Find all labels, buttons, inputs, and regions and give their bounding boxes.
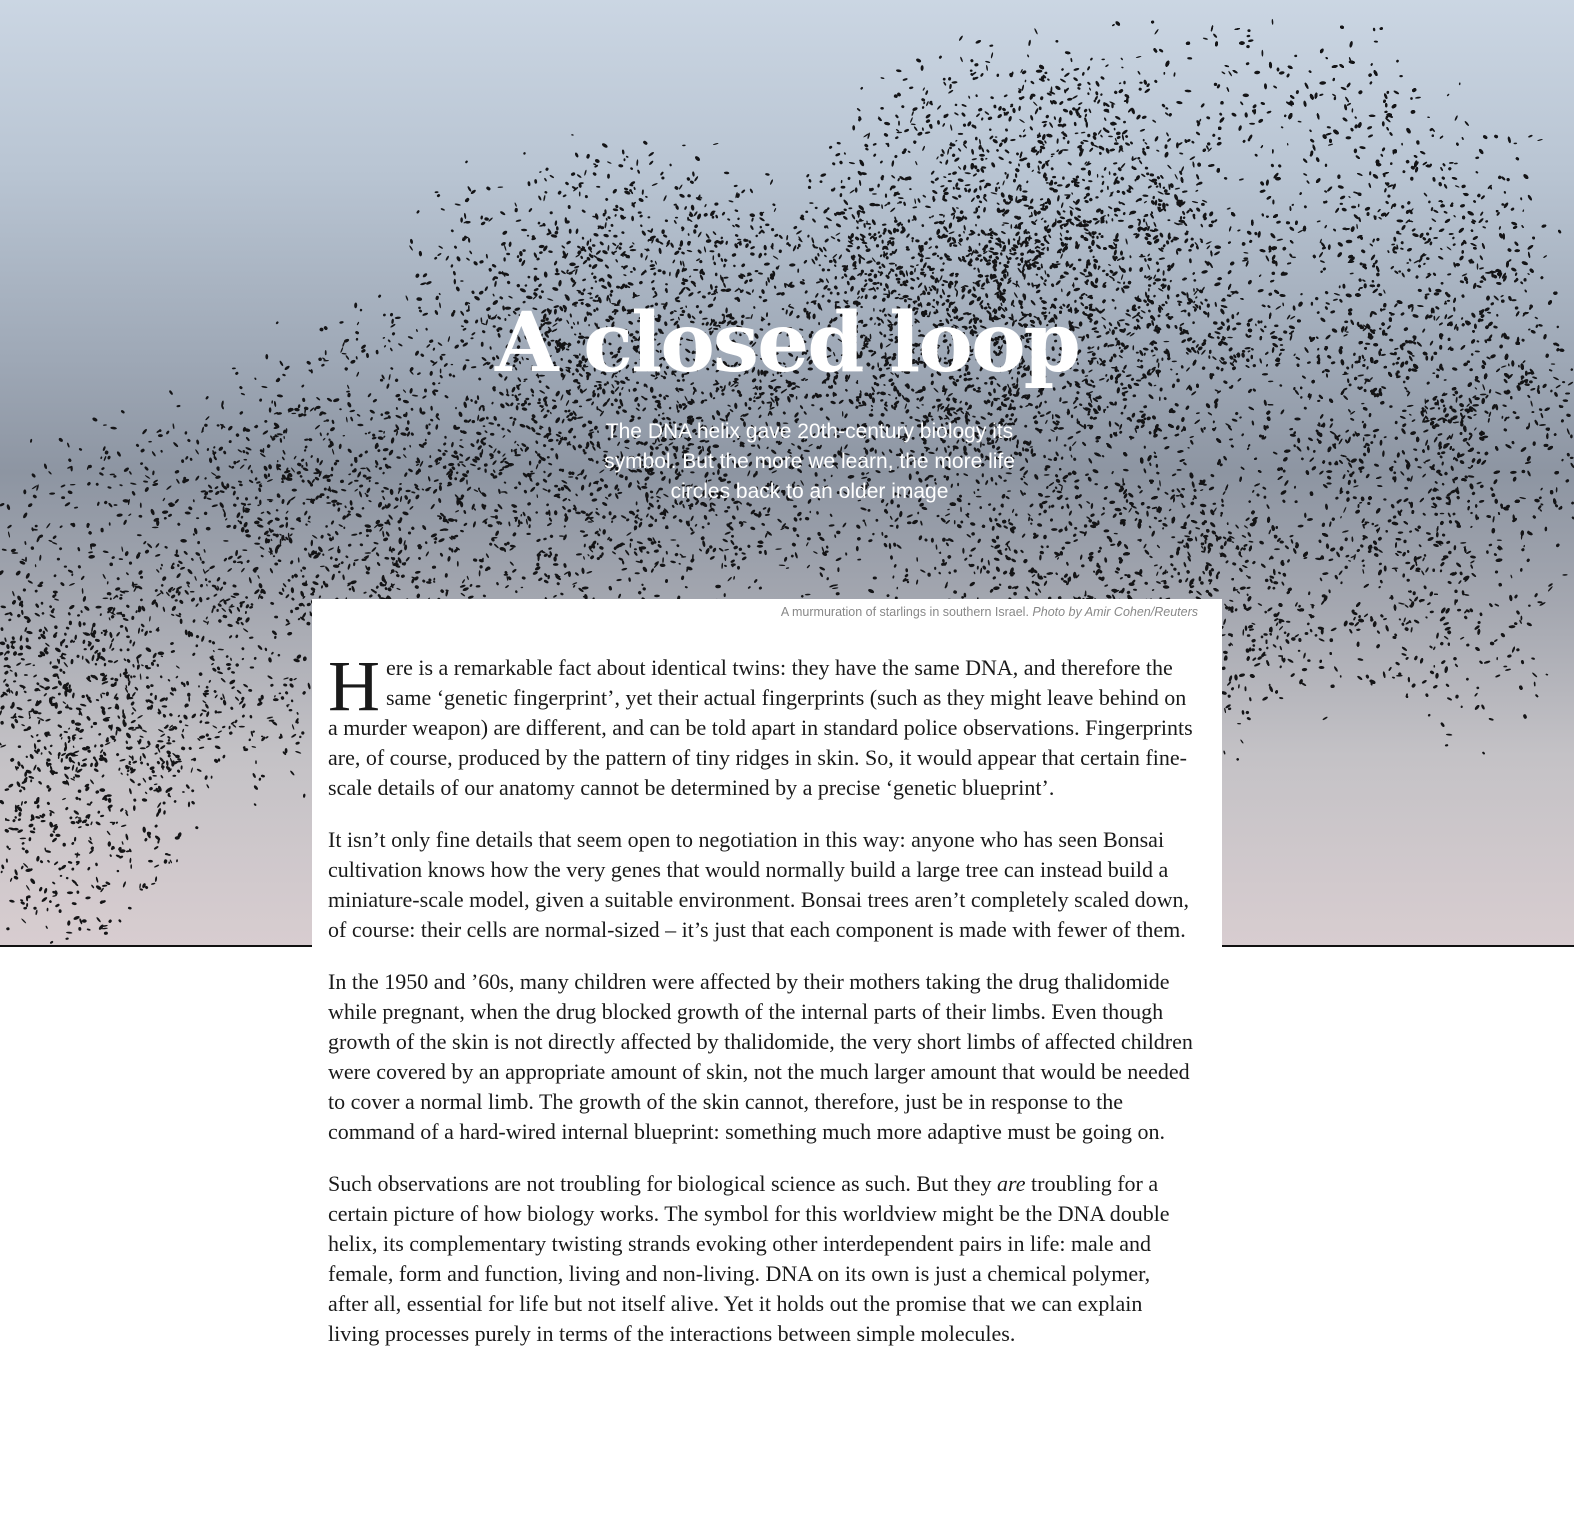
paragraph-1: Here is a remarkable fact about identical twins: they have the same DNA, and therefore the same ‘genetic fingerprint’, yet their actual fingerprints (such as they might leave behind on a murder weapon) are different, and can be told apart in standard police observations. Fingerprints are, of course, produced by the pattern of tiny ridges in skin. So, it would appear that certain fine-scale details of our anatomy cannot be determined by a precise ‘genetic blueprint’. [328, 646, 1193, 800]
caption-text: A murmuration of starlings in southern Israel. [780, 605, 1029, 619]
paragraph-3: In the 1950 and ’60s, many children were affected by their mothers taking the drug thalidomide while pregnant, when the drug blocked growth of the internal parts of their limbs. Even though growth of the skin is not directly affected by thalidomide, the very short limbs of affected children were covered by an appropriate amount of skin, not the much larger amount that would be needed to cover a normal limb. The growth of the skin cannot, therefore, just be in response to the command of a hard-wired internal blueprint: something much more adaptive must be going on. [328, 969, 1193, 1144]
photo-credit: Photo by Amir Cohen/Reuters [1032, 605, 1198, 619]
paragraph-2: It isn’t only fine details that seem open to negotiation in this way: anyone who has seen Bonsai cultivation knows how the very genes that would normally build a large tree can instead build a miniature-scale model, given a suitable environment. Bonsai trees aren’t completely scaled down, of course: their cells are normal-sized – it’s just that each component is made with fewer of them. [328, 827, 1189, 942]
page-subtitle: The DNA helix gave 20th-century biology its symbol. But the more we learn, the more life circles back to an older image [604, 420, 1015, 503]
image-caption [781, 605, 1198, 619]
drop-cap: H [328, 646, 380, 726]
page-title: A closed loop [494, 295, 1080, 391]
article-text [328, 646, 1194, 1371]
paragraph-4: Such observations are not troubling for biological science as such. But they are troubling for a certain picture of how biology works. The symbol for this worldview might be the DNA double helix, its complementary twisting strands evoking other interdependent pairs in life: male and female, form and function, living and non-living. DNA on its own is just a chemical polymer, after all, essential for life but not itself alive. Yet it holds out the promise that we can explain living processes purely in terms of the interactions between simple molecules. [328, 1171, 1170, 1346]
emphasis-are: are [997, 1171, 1026, 1196]
article-body [312, 599, 1222, 1520]
